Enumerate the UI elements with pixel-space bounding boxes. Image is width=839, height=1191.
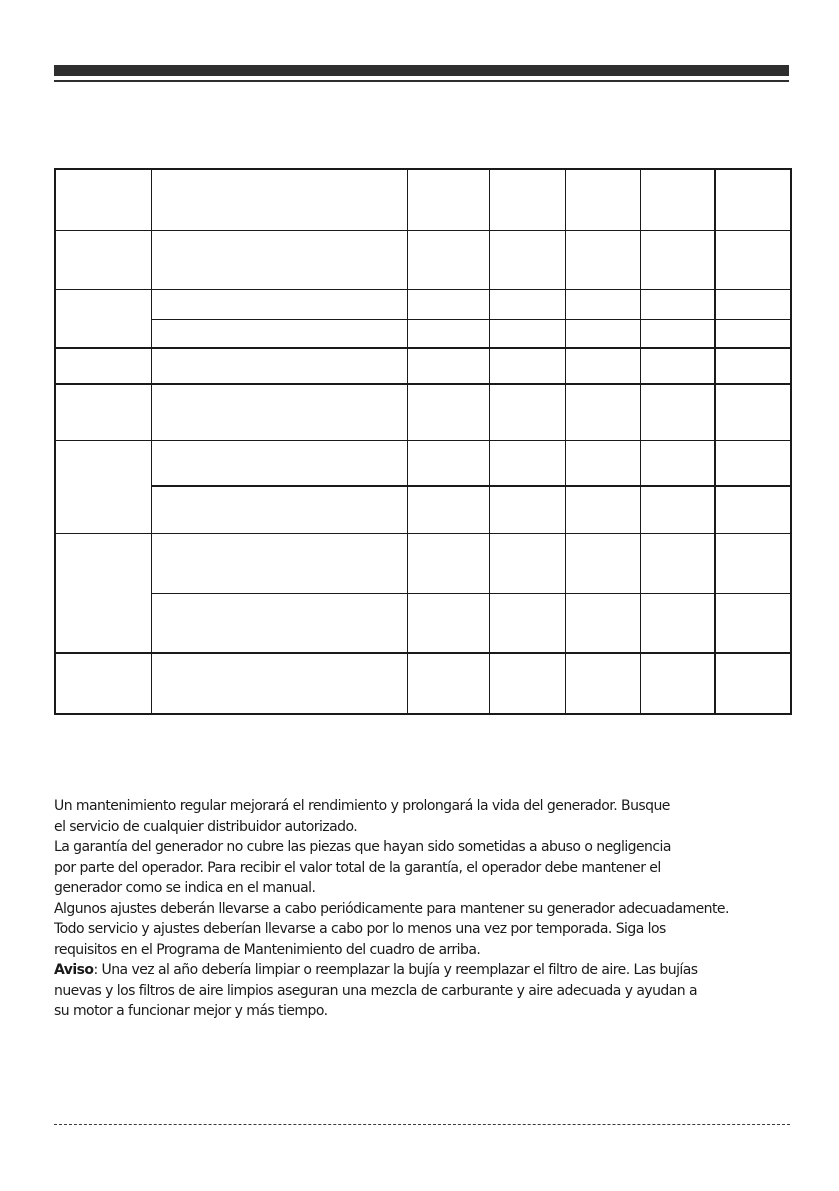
- notes-line: el servicio de cualquier distribuidor autorizado.: [54, 818, 358, 835]
- table-cell: [565, 384, 640, 440]
- table-cell: [715, 486, 791, 533]
- table-cell: [55, 653, 151, 714]
- table-cell: [640, 533, 715, 593]
- maintenance-schedule-table: [54, 168, 792, 715]
- table-row: [55, 593, 791, 653]
- table-cell: [640, 653, 715, 714]
- notes-line: nuevas y los filtros de aire limpios aseguran una mezcla de carburante y aire adecuada y ayudan a: [54, 982, 698, 999]
- table-cell: [407, 533, 489, 593]
- table-cell: [55, 289, 151, 348]
- table-cell: [565, 289, 640, 319]
- table-cell: [407, 593, 489, 653]
- notes-line: por parte del operador. Para recibir el valor total de la garantía, el operador debe mantener el: [54, 859, 661, 876]
- table-cell: [407, 440, 489, 486]
- table-cell: [151, 169, 407, 230]
- table-cell: [55, 440, 151, 533]
- notes-line: generador como se indica en el manual.: [54, 880, 316, 896]
- table-cell: [565, 440, 640, 486]
- table-cell: [489, 348, 565, 384]
- table-cell: [640, 593, 715, 653]
- header-rule: [54, 80, 789, 82]
- table-cell: [489, 653, 565, 714]
- table-cell: [715, 319, 791, 348]
- table-cell: [715, 230, 791, 289]
- notes-line: La garantía del generador no cubre las piezas que hayan sido sometidas a abuso o negligencia: [54, 839, 671, 855]
- notes-line: Todo servicio y ajustes deberían llevarse a cabo por lo menos una vez por temporada. Siga los: [54, 921, 666, 937]
- notes-line: Algunos ajustes deberán llevarse a cabo periódicamente para mantener su generador adecuadamente.: [54, 900, 729, 917]
- table-row: [55, 384, 791, 440]
- table-cell: [640, 289, 715, 319]
- table-cell: [151, 440, 407, 486]
- table-cell: [565, 169, 640, 230]
- table-cell: [715, 533, 791, 593]
- table-row: [55, 653, 791, 714]
- table-cell: [55, 169, 151, 230]
- footer-dashed-rule: [54, 1124, 790, 1125]
- table-cell: [640, 169, 715, 230]
- table-cell: [565, 348, 640, 384]
- table-cell: [489, 486, 565, 533]
- table-cell: [640, 384, 715, 440]
- table-row: [55, 230, 791, 289]
- table-cell: [151, 319, 407, 348]
- table-cell: [640, 440, 715, 486]
- table-cell: [565, 593, 640, 653]
- table-cell: [407, 230, 489, 289]
- table-cell: [715, 348, 791, 384]
- table-cell: [715, 593, 791, 653]
- table-cell: [489, 593, 565, 653]
- notes-line: requisitos en el Programa de Mantenimiento del cuadro de arriba.: [54, 941, 481, 958]
- table-cell: [55, 533, 151, 653]
- table-cell: [565, 230, 640, 289]
- table-cell: [715, 169, 791, 230]
- table-cell: [55, 348, 151, 384]
- table-cell: [407, 169, 489, 230]
- table-cell: [407, 319, 489, 348]
- table-header-row: [55, 169, 791, 230]
- table-cell: [715, 384, 791, 440]
- table-cell: [640, 348, 715, 384]
- table-cell: [715, 289, 791, 319]
- table-cell: [151, 289, 407, 319]
- table-cell: [407, 653, 489, 714]
- header-bar: [54, 65, 789, 76]
- table-cell: [151, 653, 407, 714]
- table-row: [55, 533, 791, 593]
- table-cell: [151, 593, 407, 653]
- notes-line: su motor a funcionar mejor y más tiempo.: [54, 1003, 328, 1019]
- table-cell: [407, 289, 489, 319]
- table-cell: [565, 486, 640, 533]
- table-cell: [565, 653, 640, 714]
- table-cell: [151, 486, 407, 533]
- table-cell: [565, 533, 640, 593]
- table-cell: [565, 319, 640, 348]
- table-cell: [640, 319, 715, 348]
- table-cell: [489, 384, 565, 440]
- table-row: [55, 319, 791, 348]
- table-cell: [55, 230, 151, 289]
- table-cell: [489, 169, 565, 230]
- table-row: [55, 486, 791, 533]
- notes-line: Un mantenimiento regular mejorará el rendimiento y prolongará la vida del generador. Busque: [54, 798, 670, 814]
- notice-text: : Una vez al año debería limpiar o reemplazar la bujía y reemplazar el filtro de aire. Las bujías: [93, 962, 698, 978]
- table-cell: [55, 384, 151, 440]
- table-row: [55, 289, 791, 319]
- notice-line: [54, 960, 799, 981]
- table-cell: [489, 319, 565, 348]
- table-cell: [489, 440, 565, 486]
- table-cell: [407, 384, 489, 440]
- table-row: [55, 440, 791, 486]
- table-cell: [489, 230, 565, 289]
- table-cell: [715, 440, 791, 486]
- table-cell: [151, 533, 407, 593]
- table-cell: [407, 348, 489, 384]
- table-cell: [489, 533, 565, 593]
- table-cell: [151, 384, 407, 440]
- table-cell: [640, 486, 715, 533]
- notice-label: Aviso: [54, 962, 94, 978]
- table-row: [55, 348, 791, 384]
- table-cell: [151, 230, 407, 289]
- table-cell: [151, 348, 407, 384]
- maintenance-notes: [54, 796, 799, 1022]
- table-cell: [640, 230, 715, 289]
- table-cell: [715, 653, 791, 714]
- table-cell: [489, 289, 565, 319]
- table-cell: [407, 486, 489, 533]
